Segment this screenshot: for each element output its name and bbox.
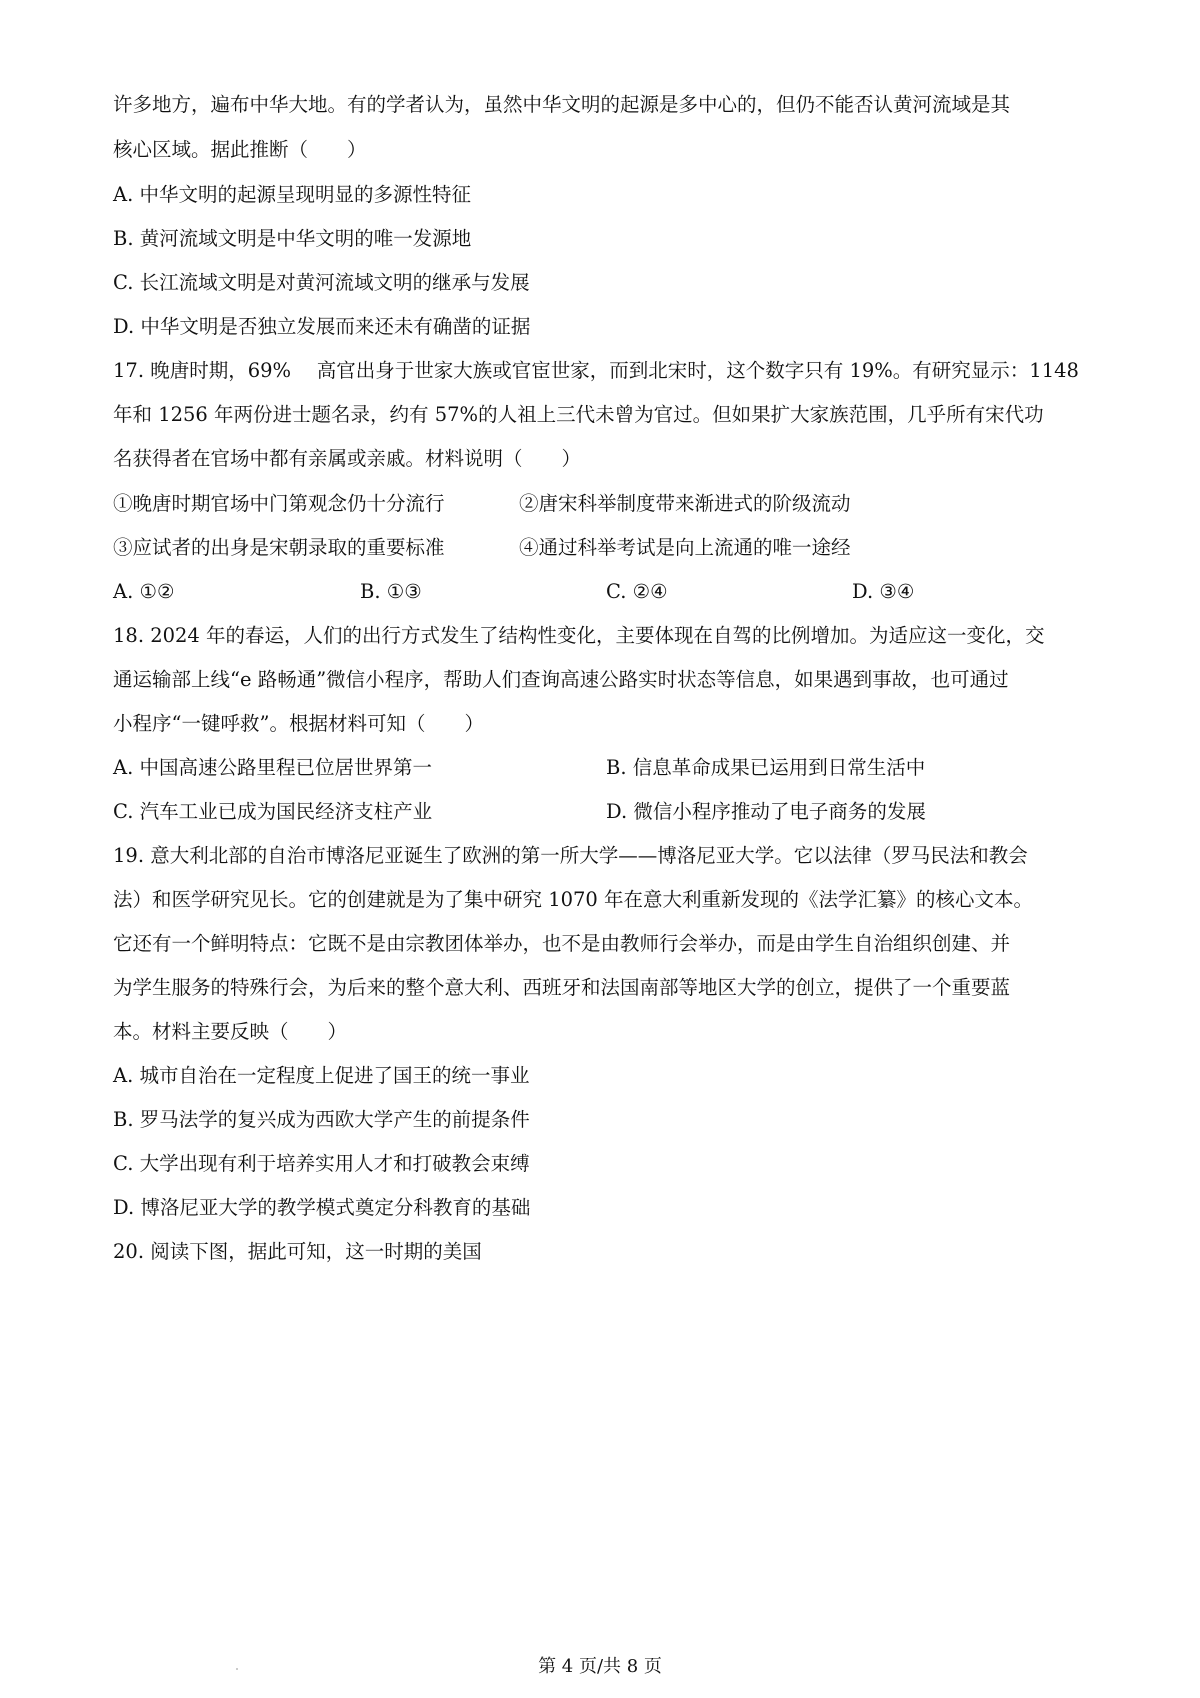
q18-stem-line-3: 小程序“一键呼救”。根据材料可知（ ）	[113, 712, 484, 735]
q18-option-b: B. 信息革命成果已运用到日常生活中	[606, 756, 926, 779]
q17-stem-line-2: 年和 1256 年两份进士题名录，约有 57%的人祖上三代未曾为官过。但如果扩大家族范围，几乎所有宋代功	[113, 403, 1044, 426]
q17-stem-line-1: 17. 晚唐时期，69% 高官出身于世家大族或官宦世家，而到北宋时，这个数字只有 19%。有研究显示：1148	[113, 359, 1079, 382]
q19-stem-line-2: 法）和医学研究见长。它的创建就是为了集中研究 1070 年在意大利重新发现的《法学汇纂》的核心文本。	[113, 888, 1034, 911]
q18-stem-line-2: 通运输部上线“e 路畅通”微信小程序，帮助人们查询高速公路实时状态等信息，如果遇到事故，也可通过	[113, 668, 1009, 691]
q17-statement-3: ③应试者的出身是宋朝录取的重要标准	[113, 536, 445, 559]
q20-stem: 20. 阅读下图，据此可知，这一时期的美国	[113, 1240, 482, 1263]
q16-option-c: C. 长江流域文明是对黄河流域文明的继承与发展	[113, 271, 530, 294]
q17-statement-2: ②唐宋科举制度带来渐进式的阶级流动	[519, 492, 851, 515]
q17-option-c: C. ②④	[606, 580, 668, 603]
q16-stem-line-2: 核心区域。据此推断（ ）	[113, 138, 367, 161]
q19-stem-line-4: 为学生服务的特殊行会，为后来的整个意大利、西班牙和法国南部等地区大学的创立，提供了一个重要蓝	[113, 976, 1011, 999]
q19-option-a: A. 城市自治在一定程度上促进了国王的统一事业	[113, 1064, 530, 1087]
q18-option-a: A. 中国高速公路里程已位居世界第一	[113, 756, 432, 779]
q18-stem-line-1: 18. 2024 年的春运，人们的出行方式发生了结构性变化，主要体现在自驾的比例增加。为适应这一变化，交	[113, 624, 1045, 647]
q17-statement-4: ④通过科举考试是向上流通的唯一途经	[519, 536, 851, 559]
q19-stem-line-3: 它还有一个鲜明特点：它既不是由宗教团体举办，也不是由教师行会举办，而是由学生自治组织创建、并	[113, 932, 1011, 955]
q18-option-c: C. 汽车工业已成为国民经济支柱产业	[113, 800, 433, 823]
q19-option-b: B. 罗马法学的复兴成为西欧大学产生的前提条件	[113, 1108, 530, 1131]
q17-option-d: D. ③④	[852, 580, 915, 603]
q18-option-d: D. 微信小程序推动了电子商务的发展	[606, 800, 926, 823]
q17-statement-1: ①晚唐时期官场中门第观念仍十分流行	[113, 492, 445, 515]
page-footer: 第 4 页/共 8 页	[538, 1656, 662, 1677]
q16-option-a: A. 中华文明的起源呈现明显的多源性特征	[113, 183, 471, 206]
q17-stem-line-3: 名获得者在官场中都有亲属或亲戚。材料说明（ ）	[113, 447, 582, 470]
q16-stem-line-1: 许多地方，遍布中华大地。有的学者认为，虽然中华文明的起源是多中心的，但仍不能否认黄河流域是其	[113, 93, 1011, 116]
q19-stem-line-5: 本。材料主要反映（ ）	[113, 1020, 348, 1043]
q19-stem-line-1: 19. 意大利北部的自治市博洛尼亚诞生了欧洲的第一所大学——博洛尼亚大学。它以法律（罗马民法和教会	[113, 844, 1028, 867]
q19-option-d: D. 博洛尼亚大学的教学模式奠定分科教育的基础	[113, 1196, 531, 1219]
q16-option-d: D. 中华文明是否独立发展而来还未有确凿的证据	[113, 315, 531, 338]
q16-option-b: B. 黄河流域文明是中华文明的唯一发源地	[113, 227, 472, 250]
q17-option-b: B. ①③	[360, 580, 422, 603]
q17-option-a: A. ①②	[113, 580, 175, 603]
q19-option-c: C. 大学出现有利于培养实用人才和打破教会束缚	[113, 1152, 530, 1175]
